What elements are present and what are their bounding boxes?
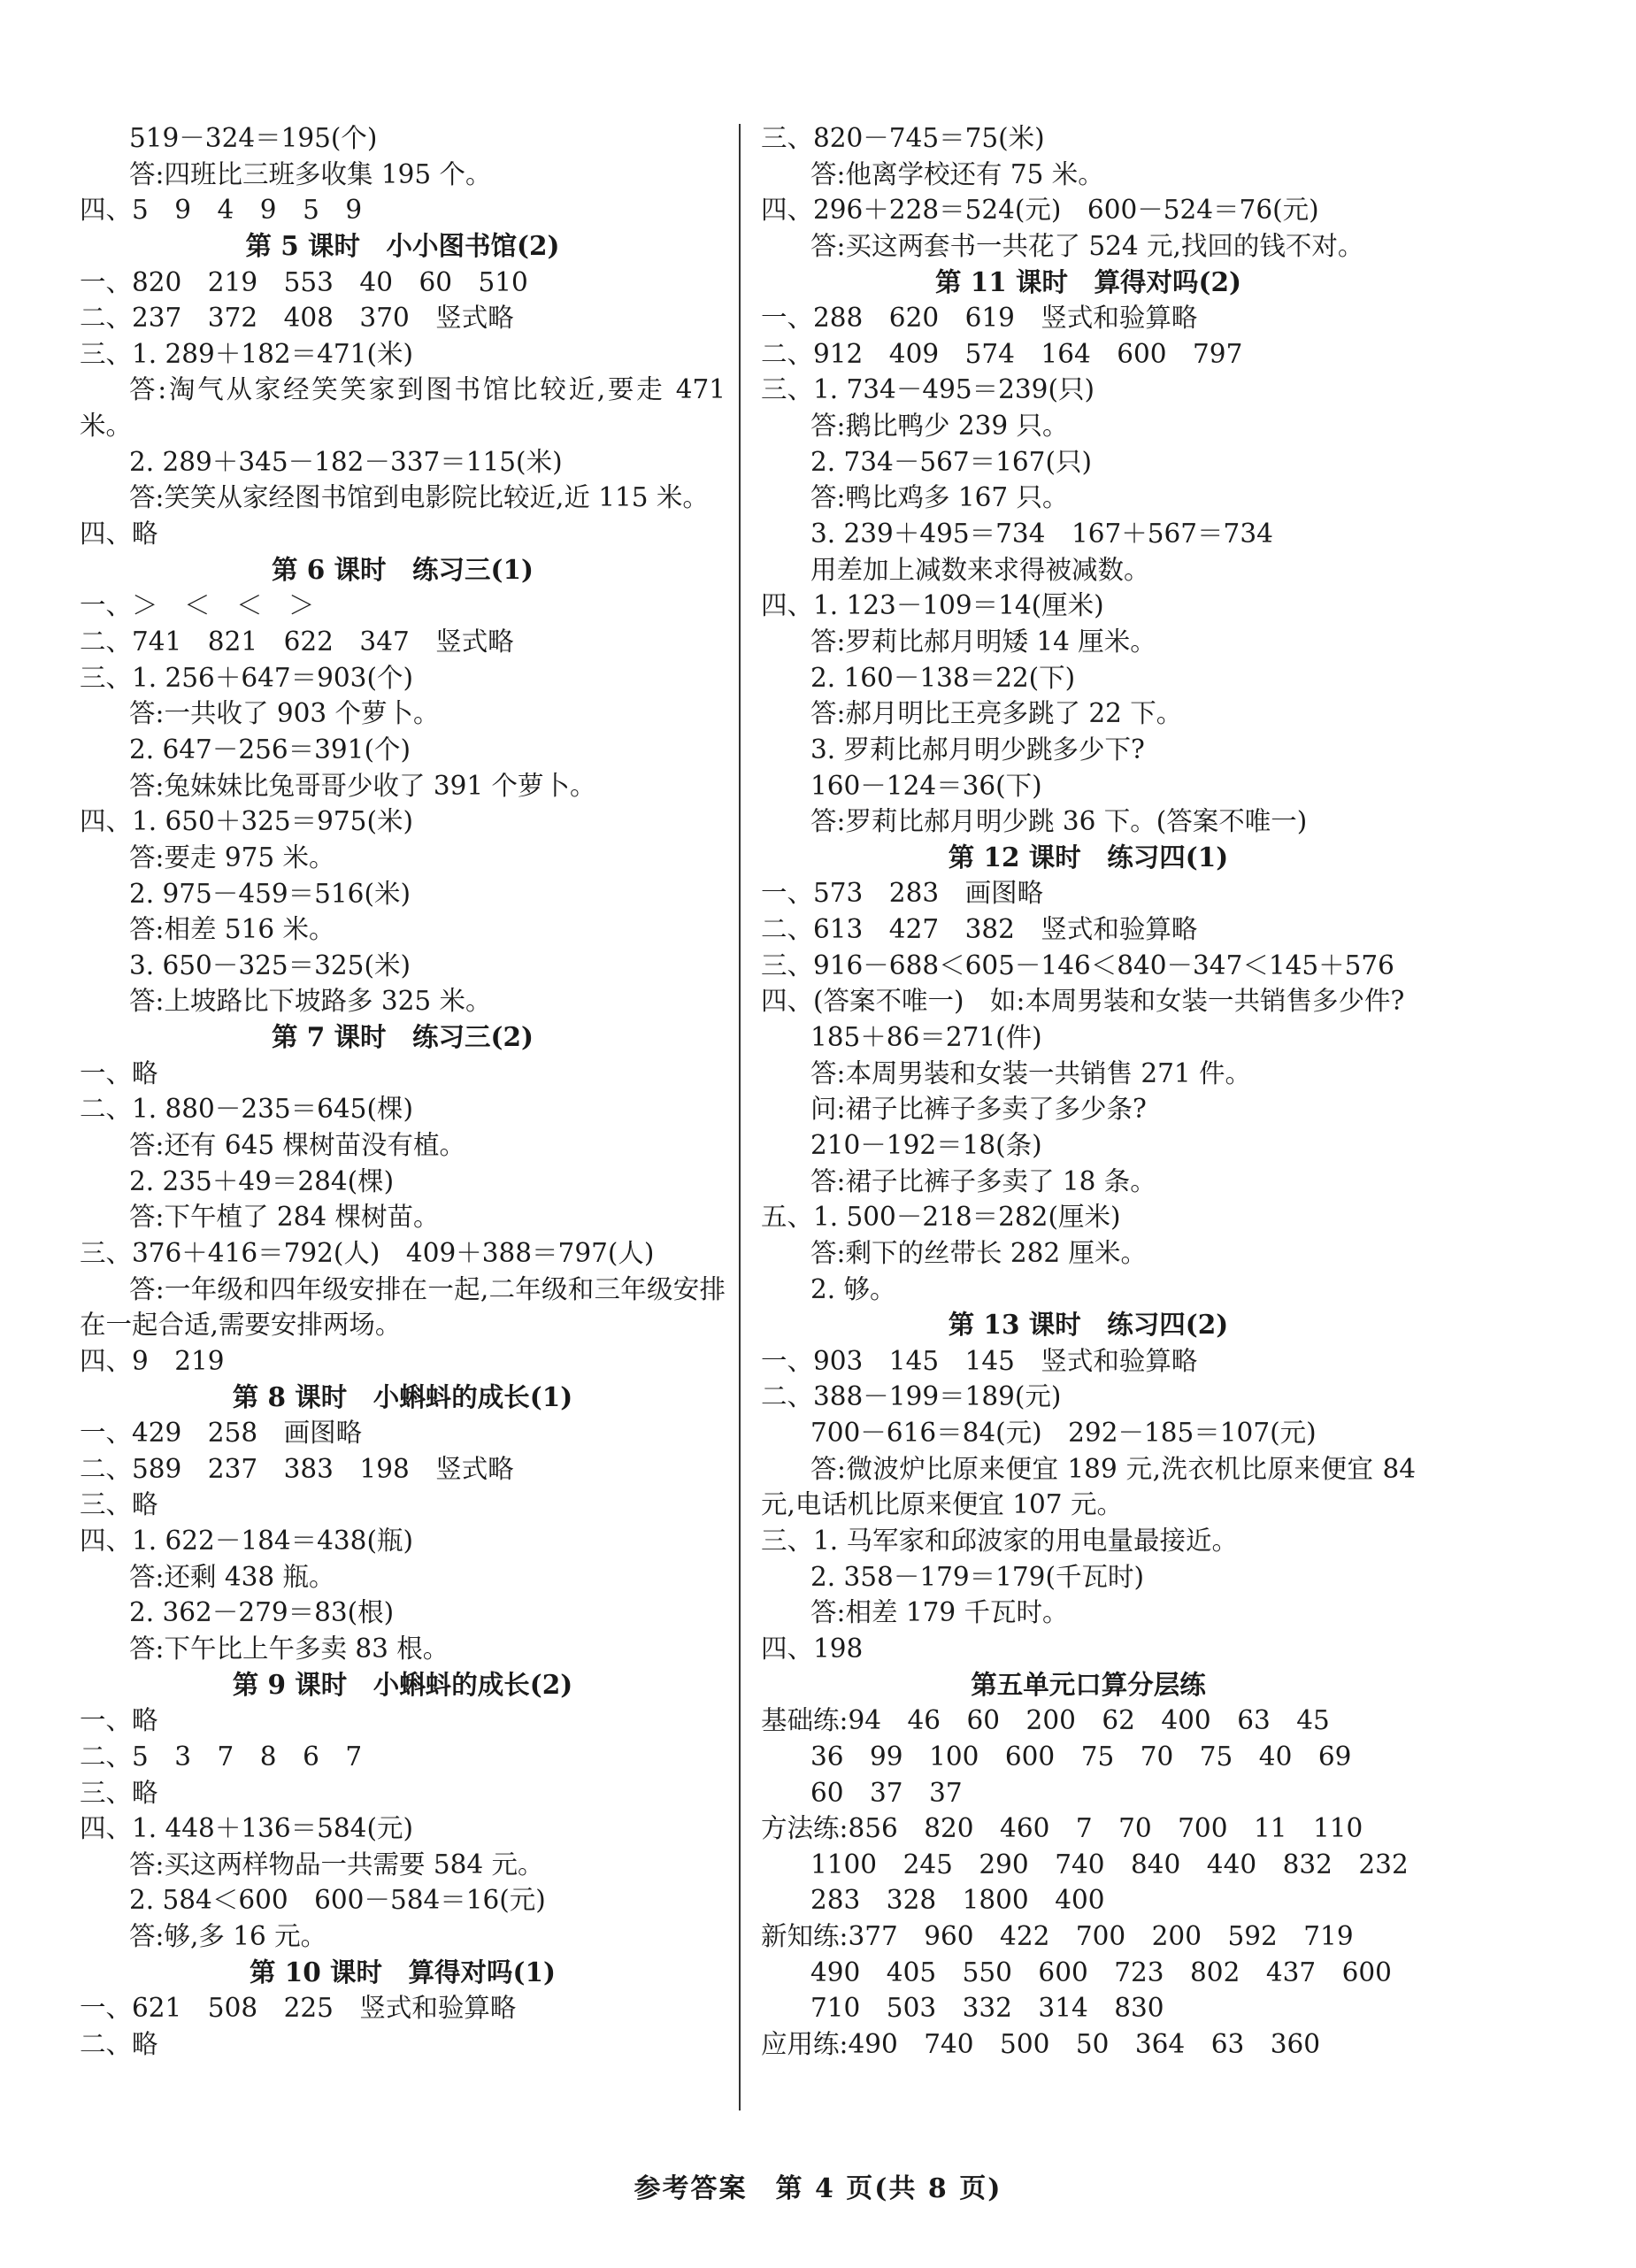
section-heading: 第 9 课时 小蝌蚪的成长(2) — [232, 1668, 573, 1700]
answer-line: 3. 罗莉比郝月明少跳多少下? — [810, 734, 1145, 765]
answer-line: 答:买这两样物品一共需要 584 元。 — [129, 1849, 544, 1880]
answer-line: 答:笑笑从家经图书馆到电影院比较近,近 115 米。 — [129, 482, 709, 513]
answer-line: 答:微波炉比原来便宜 189 元,洗衣机比原来便宜 84 元,电话机比原来便宜 107 元。 — [761, 1453, 1416, 1520]
answer-line: 四、198 — [761, 1633, 864, 1664]
answer-line: 710 503 332 314 830 — [810, 1993, 1164, 2024]
section-heading: 第五单元口算分层练 — [971, 1668, 1206, 1700]
answer-line: 答:他离学校还有 75 米。 — [810, 158, 1104, 189]
answer-line: 答:够,多 16 元。 — [129, 1921, 327, 1952]
answer-line: 问:裙子比裤子多卖了多少条? — [810, 1094, 1147, 1125]
section-heading: 第 10 课时 算得对吗(1) — [249, 1956, 557, 1987]
answer-line: 三、820－745＝75(米) — [761, 123, 1045, 153]
answer-line: 一、903 145 145 竖式和验算略 — [761, 1345, 1198, 1376]
answer-line: 答:一共收了 903 个萝卜。 — [129, 698, 440, 729]
column-divider — [739, 124, 741, 2110]
answer-line: 三、916－688＜605－146＜840－347＜145＋576 — [761, 949, 1394, 980]
section-heading: 第 8 课时 小蝌蚪的成长(1) — [232, 1380, 573, 1412]
answer-line: 2. 235＋49＝284(棵) — [129, 1165, 395, 1196]
answer-line: 四、296＋228＝524(元) 600－524＝76(元) — [761, 195, 1319, 226]
section-heading: 第 13 课时 练习四(2) — [948, 1309, 1229, 1341]
answer-line: 三、1. 289＋182＝471(米) — [80, 338, 413, 369]
answer-line: 答:剩下的丝带长 282 厘米。 — [810, 1237, 1147, 1268]
answer-line: 答:上坡路比下坡路多 325 米。 — [129, 986, 492, 1017]
answer-line: 185＋86＝271(件) — [810, 1022, 1042, 1053]
answer-line: 一、820 219 553 40 60 510 — [80, 266, 528, 297]
section-heading: 第 7 课时 练习三(2) — [271, 1021, 534, 1053]
answer-line: 新知练:377 960 422 700 200 592 719 — [761, 1921, 1354, 1952]
answer-line: 160－124＝36(下) — [810, 770, 1042, 801]
right-column — [761, 120, 1416, 2063]
answer-line: 一、621 508 225 竖式和验算略 — [80, 1993, 517, 2024]
answer-line: 2. 160－138＝22(下) — [810, 662, 1076, 693]
answer-line: 2. 289＋345－182－337＝115(米) — [129, 446, 563, 477]
answer-line: 二、741 821 622 347 竖式略 — [80, 627, 514, 657]
answer-line: 方法练:856 820 460 7 70 700 11 110 — [761, 1813, 1363, 1844]
answer-line: 答:淘气从家经笑笑家到图书馆比较近,要走 471 米。 — [80, 374, 726, 442]
answer-line: 三、1. 256＋647＝903(个) — [80, 662, 413, 693]
answer-line: 519－324＝195(个) — [129, 123, 378, 153]
answer-line: 二、613 427 382 竖式和验算略 — [761, 914, 1198, 945]
answer-line: 2. 够。 — [810, 1273, 896, 1304]
answer-line: 答:本周男装和女装一共销售 271 件。 — [810, 1057, 1251, 1088]
answer-line: 一、429 258 画图略 — [80, 1418, 363, 1449]
answer-line: 490 405 550 600 723 802 437 600 — [810, 1957, 1392, 1987]
answer-line: 答:罗莉比郝月明少跳 36 下。(答案不唯一) — [810, 806, 1308, 837]
answer-line: 2. 975－459＝516(米) — [129, 878, 411, 909]
answer-line: 2. 734－567＝167(只) — [810, 446, 1092, 477]
answer-line: 四、5 9 4 9 5 9 — [80, 195, 363, 226]
answer-line: 四、1. 650＋325＝975(米) — [80, 806, 413, 837]
answer-line: 210－192＝18(条) — [810, 1129, 1042, 1160]
answer-line: 2. 647－256＝391(个) — [129, 734, 411, 765]
answer-line: 用差加上减数来求得被减数。 — [810, 554, 1150, 585]
answer-line: 答:相差 179 千瓦时。 — [810, 1597, 1069, 1628]
answer-line: 四、9 219 — [80, 1345, 225, 1376]
answer-line: 2. 584＜600 600－584＝16(元) — [129, 1885, 546, 1916]
answer-line: 二、912 409 574 164 600 797 — [761, 338, 1243, 369]
answer-line: 答:裙子比裤子多卖了 18 条。 — [810, 1165, 1156, 1196]
answer-line: 一、略 — [80, 1705, 158, 1736]
answer-line: 三、略 — [80, 1489, 158, 1520]
answer-line: 36 99 100 600 75 70 75 40 69 — [810, 1741, 1352, 1772]
answer-line: 三、376＋416＝792(人) 409＋388＝797(人) — [80, 1237, 655, 1268]
answer-line: 答:还有 645 棵树苗没有植。 — [129, 1129, 465, 1160]
answer-line: 1100 245 290 740 840 440 832 232 — [810, 1849, 1409, 1880]
answer-line: 三、略 — [80, 1777, 158, 1808]
answer-line: 一、573 283 画图略 — [761, 878, 1044, 909]
answer-line: 答:鸭比鸡多 167 只。 — [810, 482, 1069, 513]
answer-line: 四、略 — [80, 519, 158, 550]
answer-line: 四、1. 448＋136＝584(元) — [80, 1813, 413, 1844]
answer-line: 二、5 3 7 8 6 7 — [80, 1741, 363, 1772]
answer-line: 答:四班比三班多收集 195 个。 — [129, 158, 492, 189]
answer-line: 二、1. 880－235＝645(棵) — [80, 1094, 413, 1125]
answer-line: 答:下午比上午多卖 83 根。 — [129, 1633, 449, 1664]
section-heading: 第 12 课时 练习四(1) — [948, 841, 1229, 873]
answer-line: 答:下午植了 284 棵树苗。 — [129, 1202, 440, 1233]
answer-line: 二、388－199＝189(元) — [761, 1381, 1062, 1412]
answer-line: 应用练:490 740 500 50 364 63 360 — [761, 2029, 1321, 2059]
answer-line: 一、＞ ＜ ＜ ＞ — [80, 590, 315, 621]
answer-line: 答:还剩 438 瓶。 — [129, 1561, 335, 1592]
section-heading: 第 6 课时 练习三(1) — [271, 553, 534, 585]
answer-line: 2. 362－279＝83(根) — [129, 1597, 395, 1628]
answer-line: 2. 358－179＝179(千瓦时) — [810, 1561, 1144, 1592]
answer-line: 答:相差 516 米。 — [129, 914, 335, 945]
answer-line: 60 37 37 — [810, 1777, 963, 1808]
answer-line: 283 328 1800 400 — [810, 1885, 1105, 1916]
answer-line: 三、1. 马军家和邱波家的用电量最接近。 — [761, 1526, 1239, 1557]
answer-line: 二、237 372 408 370 竖式略 — [80, 303, 514, 334]
answer-line: 五、1. 500－218＝282(厘米) — [761, 1202, 1121, 1233]
answer-line: 700－616＝84(元) 292－185＝107(元) — [810, 1418, 1317, 1449]
answer-line: 答:一年级和四年级安排在一起,二年级和三年级安排在一起合适,需要安排两场。 — [80, 1273, 726, 1341]
answer-line: 基础练:94 46 60 200 62 400 63 45 — [761, 1705, 1330, 1736]
answer-line: 3. 239＋495＝734 167＋567＝734 — [810, 519, 1273, 550]
section-heading: 第 5 课时 小小图书馆(2) — [245, 229, 560, 261]
answer-line: 四、1. 622－184＝438(瓶) — [80, 1526, 413, 1557]
answer-line: 答:要走 975 米。 — [129, 842, 335, 873]
answer-line: 一、略 — [80, 1057, 158, 1088]
answer-line: 3. 650－325＝325(米) — [129, 949, 411, 980]
left-column — [80, 120, 726, 2063]
section-heading: 第 11 课时 算得对吗(2) — [934, 265, 1242, 297]
answer-line: 二、略 — [80, 2029, 158, 2060]
answer-line: 答:罗莉比郝月明矮 14 厘米。 — [810, 626, 1156, 657]
answer-line: 答:郝月明比王亮多跳了 22 下。 — [810, 698, 1183, 729]
answer-line: 四、(答案不唯一) 如:本周男装和女装一共销售多少件? — [761, 986, 1405, 1017]
answer-line: 答:买这两套书一共花了 524 元,找回的钱不对。 — [810, 230, 1364, 261]
answer-line: 二、589 237 383 198 竖式略 — [80, 1453, 514, 1484]
answer-line: 一、288 620 619 竖式和验算略 — [761, 303, 1198, 334]
answer-line: 四、1. 123－109＝14(厘米) — [761, 590, 1104, 621]
answer-line: 答:兔妹妹比兔哥哥少收了 391 个萝卜。 — [129, 770, 596, 801]
answer-line: 三、1. 734－495＝239(只) — [761, 374, 1095, 405]
answer-line: 答:鹅比鸭少 239 只。 — [810, 411, 1069, 442]
page-footer: 参考答案 第 4 页(共 8 页) — [634, 2173, 1002, 2204]
